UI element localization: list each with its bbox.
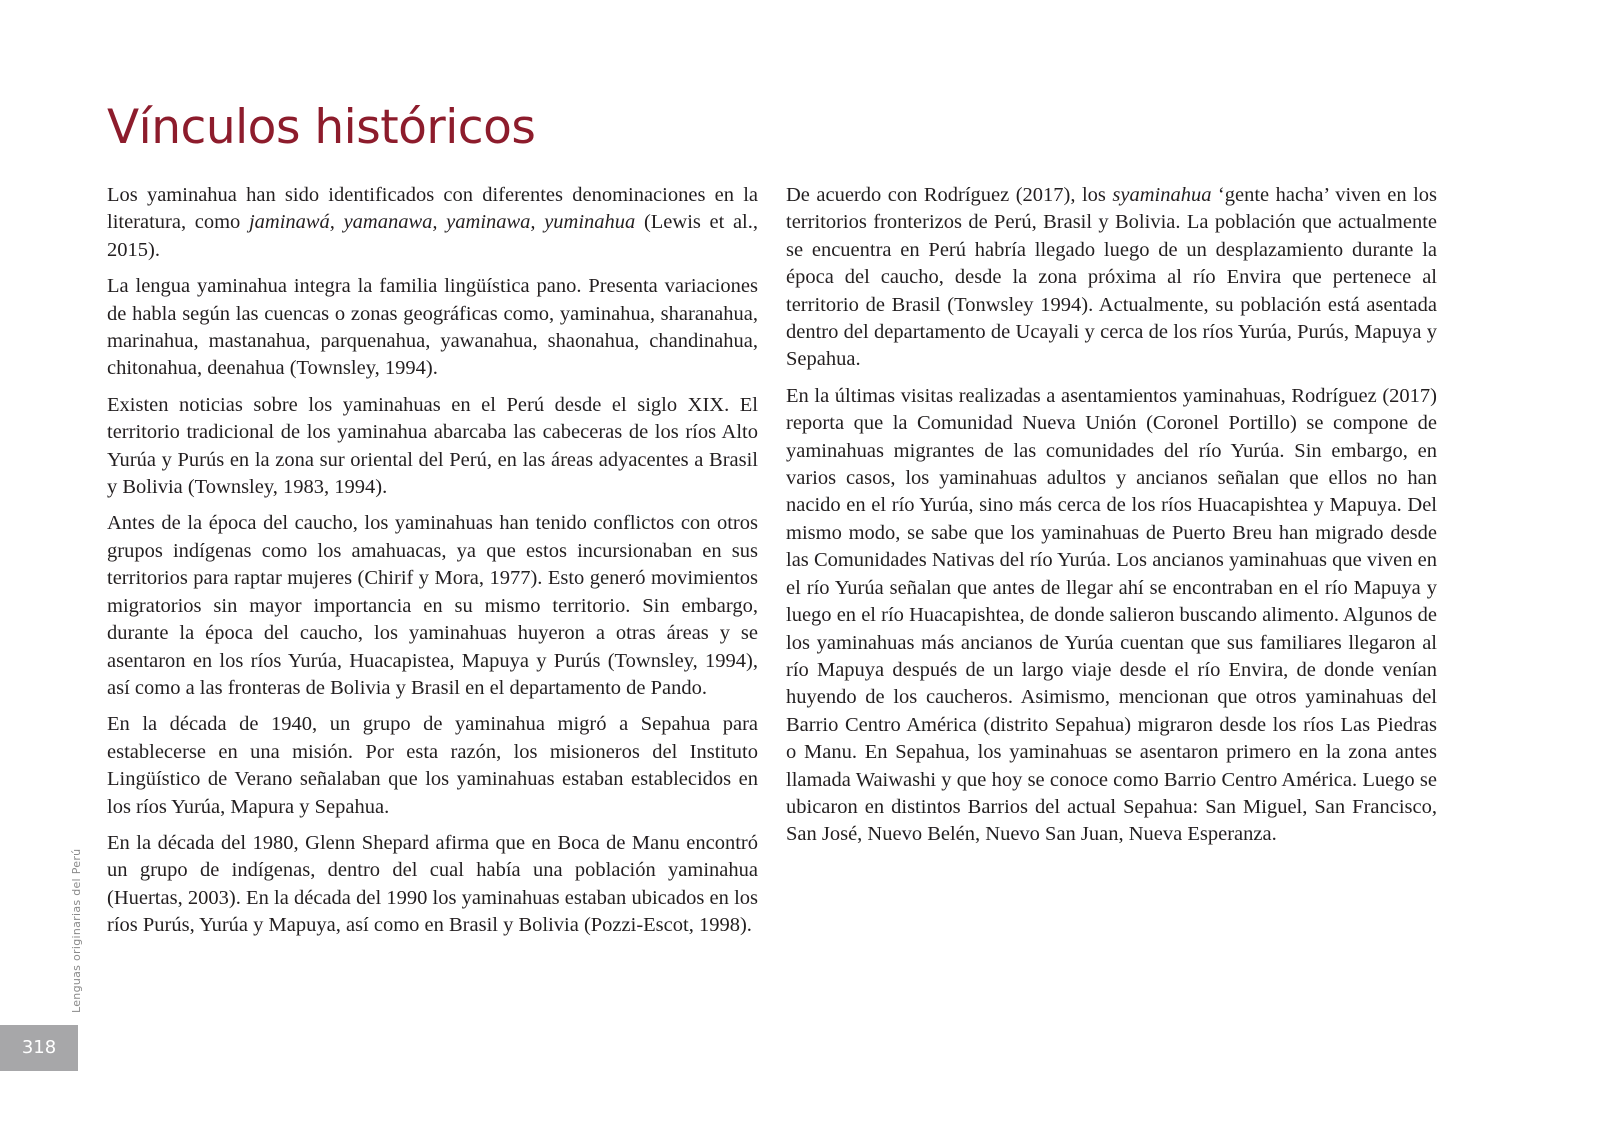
paragraph-text: Los yaminahua han sido identificados con diferentes denominaciones en la literatura, como (107, 184, 758, 234)
right-column (786, 182, 1437, 858)
page-number-box (0, 1025, 78, 1071)
paragraph: En la década del 1980, Glenn Shepard afirma que en Boca de Manu encontró un grupo de indígenas, dentro del cual había una población yaminahua (Huertas, 2003). En la década del 1990 los yaminahuas estaban ubicados en los ríos Purús, Yurúa y Mapuya, así como en Brasil y Bolivia (Pozzi-Escot, 1998). (107, 831, 758, 937)
left-column (107, 182, 758, 949)
italic-names: jaminawá, yamanawa, yaminawa, yuminahua (248, 211, 636, 234)
paragraph: Existen noticias sobre los yaminahuas en el Perú desde el siglo XIX. El territorio tradicional de los yaminahua abarcaba las cabeceras de los ríos Alto Yurúa y Purús en la zona sur oriental del Perú, en las áreas adyacentes a Brasil y Bolivia (Townsley, 1983, 1994). (107, 393, 758, 499)
paragraph: En la últimas visitas realizadas a asentamientos yaminahuas, Rodríguez (2017) reporta que la Comunidad Nueva Unión (Coronel Portillo) se compone de yaminahuas migrantes de las comunidades del río Yurúa. Sin embargo, en varios casos, los yaminahuas adultos y ancianos señalan que ellos no han nacido en el río Yurúa, sino más cerca de los ríos Huacapishtea y Mapuya. Del mismo modo, se sabe que los yaminahuas de Puerto Breu han migrado desde las Comunidades Nativas del río Yurúa. Los ancianos yaminahuas que viven en el río Yurúa señalan que antes de llegar ahí se encontraban en el río Mapuya y luego en el río Huacapishtea, de donde salieron buscando alimento. Algunos de los yaminahuas más ancianos de Yurúa cuentan que sus familiares llegaron al río Mapuya después de un largo viaje desde el río Envira, de donde venían huyendo de los caucheros. Asimismo, mencionan que otros yaminahuas del Barrio Centro América (distrito Sepahua) migraron desde los ríos Las Piedras o Manu. En Sepahua, los yaminahuas se asentaron primero en la zona antes llamada Waiwashi y que hoy se conoce como Barrio Centro América. Luego se ubicaron en distintos Barrios del actual Sepahua: San Miguel, San Francisco, San José, Nuevo Belén, Nuevo San Juan, Nueva Esperanza. (786, 384, 1437, 846)
page-title: Vínculos históricos (107, 100, 536, 155)
italic-term: syaminahua (1112, 184, 1212, 206)
paragraph (107, 182, 758, 264)
paragraph (786, 182, 1437, 374)
running-footer-label: Lenguas originarias del Perú (70, 848, 83, 1013)
paragraph: En la década de 1940, un grupo de yaminahua migró a Sepahua para establecerse en una misión. Por esta razón, los misioneros del Instituto Lingüístico de Verano señalaban que los yaminahuas estaban establecidos en los ríos Yurúa, Mapura y Sepahua. (107, 713, 758, 818)
paragraph-text: De acuerdo con Rodríguez (2017), los (786, 184, 1113, 206)
paragraph: Antes de la época del caucho, los yaminahuas han tenido conflictos con otros grupos indígenas como los amahuacas, ya que estos incursionaban en sus territorios para raptar mujeres (Chirif y Mora, 1977). Esto generó movimientos migratorios sin mayor importancia en su mismo territorio. Sin embargo, durante la época del caucho, los yaminahuas huyeron a otras áreas y se asentaron en los ríos Yurúa, Huacapistea, Mapuya y Purús (Townsley, 1994), así como a las fronteras de Bolivia y Brasil en el departamento de Pando. (107, 512, 758, 699)
paragraph: La lengua yaminahua integra la familia lingüística pano. Presenta variaciones de habla según las cuencas o zonas geográficas como, yaminahua, sharanahua, marinahua, mastanahua, parquenahua, yawanahua, shaonahua, chandinahua, chitonahua, deenahua (Townsley, 1994). (107, 275, 758, 380)
paragraph-text: ‘gente hacha’ viven en los territorios fronterizos de Perú, Brasil y Bolivia. La población que actualmente se encuentra en Perú habría llegado luego de un desplazamiento durante la época del caucho, desde la zona próxima al río Envira que pertenece al territorio de Brasil (Tonwsley 1994). Actualmente, su población está asentada dentro del departamento de Ucayali y cerca de los ríos Yurúa, Purús, Mapuya y Sepahua. (786, 184, 1437, 371)
paragraph-text: (Lewis et al., 2015). (107, 211, 758, 261)
page-number: 318 (21, 1037, 57, 1058)
